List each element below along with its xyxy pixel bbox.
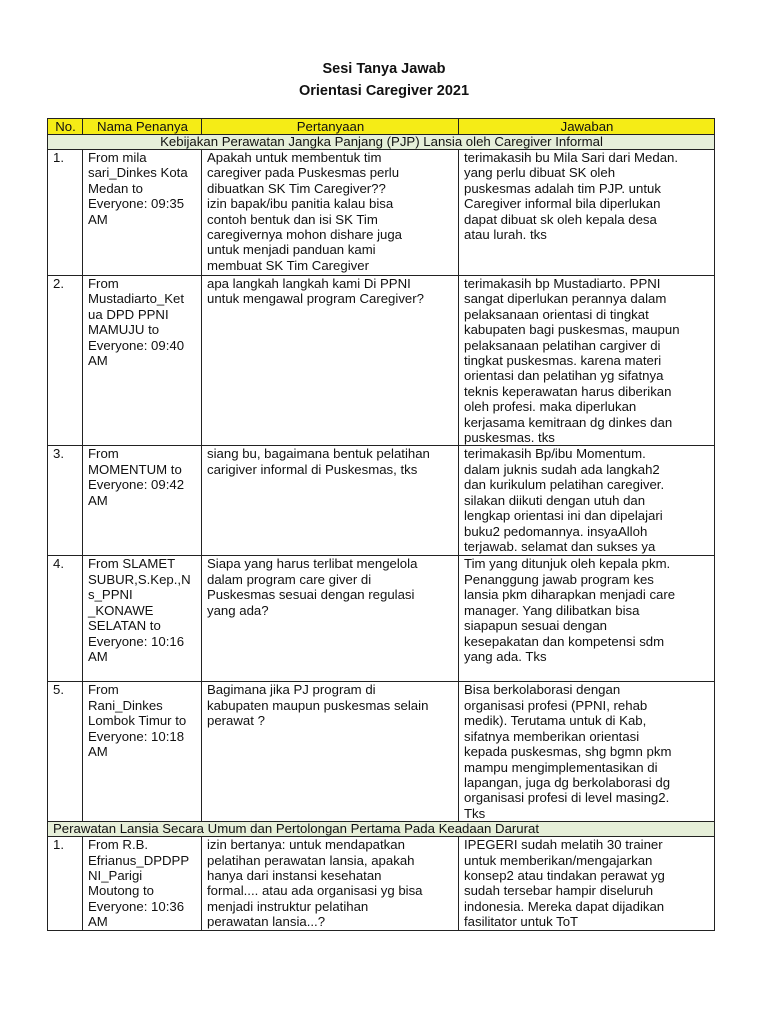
row-number: 1. bbox=[48, 837, 83, 931]
asker-name-line: From bbox=[88, 276, 119, 291]
asker-name-line: AM bbox=[88, 914, 108, 930]
answer-text-line: yang ada. Tks bbox=[464, 648, 547, 664]
answer-text-line: lapangan, juga dg berkolaborasi dg bbox=[464, 774, 671, 790]
asker-name-line: s_PPNI bbox=[88, 587, 133, 603]
question-text-line: perawatan lansia...? bbox=[207, 914, 326, 930]
question-text-line: dibuatkan SK Tim Caregiver?? bbox=[207, 180, 386, 196]
answer-text bbox=[459, 446, 715, 556]
asker-name-line: Rani_Dinkes bbox=[88, 697, 163, 713]
question-text bbox=[202, 556, 459, 682]
asker-name-line: Everyone: 09:42 bbox=[88, 477, 185, 493]
question-text-line: Siapa yang harus terlibat mengelola bbox=[207, 556, 418, 572]
answer-text-line: silakan diikuti dengan utuh dan bbox=[464, 492, 646, 508]
answer-text bbox=[459, 682, 715, 822]
asker-name-line: SUBUR,S.Kep.,N bbox=[88, 571, 191, 587]
answer-text-line: Penanggung jawab program kes bbox=[464, 571, 654, 587]
answer-text-line: organisasi profesi (PPNI, rehab bbox=[464, 697, 648, 713]
section-title: Perawatan Lansia Secara Umum dan Pertolongan Pertama Pada Keadaan Darurat bbox=[48, 822, 715, 837]
answer-text-line: tingkat puskesmas. karena materi bbox=[464, 353, 662, 369]
table-row bbox=[48, 446, 715, 556]
answer-text-line: sudah tersebar hampir diseluruh bbox=[464, 883, 654, 899]
asker-name bbox=[83, 150, 202, 276]
question-text-line: izin bapak/ibu panitia kalau bisa bbox=[207, 196, 394, 212]
answer-text-line: sifatnya memberikan orientasi bbox=[464, 728, 640, 744]
answer-text-line: manager. Yang dilibatkan bisa bbox=[464, 602, 640, 618]
answer-text-line: Tim yang ditunjuk oleh kepala pkm. bbox=[464, 556, 671, 572]
answer-text-line: kesepakatan dan kompetensi sdm bbox=[464, 633, 665, 649]
answer-text-line: teknis keperawatan harus diberikan bbox=[464, 383, 672, 399]
asker-name-line: Everyone: 10:36 bbox=[88, 898, 185, 914]
question-text-line: untuk menjadi panduan kami bbox=[207, 242, 376, 258]
answer-text-line: pelaksanaan orientasi di tingkat bbox=[464, 306, 649, 322]
question-text-line: menjadi instruktur pelatihan bbox=[207, 898, 369, 914]
answer-text-line: orientasi dan pelatihan yg sifatnya bbox=[464, 368, 664, 384]
answer-text-line: puskesmas adalah tim PJP. untuk bbox=[464, 180, 661, 196]
question-text-line: contoh bentuk dan isi SK Tim bbox=[207, 211, 378, 227]
answer-text-line: buku2 pedomannya. insyaAlloh bbox=[464, 523, 648, 539]
question-text-line: caregiver pada Puskesmas perlu bbox=[207, 165, 400, 181]
row-number: 1. bbox=[48, 150, 83, 276]
question-text-line: formal.... atau ada organisasi yg bisa bbox=[207, 883, 423, 899]
question-text-line: caregivernya mohon dishare juga bbox=[207, 227, 402, 243]
question-text-line: carigiver informal di Puskesmas, tks bbox=[207, 461, 418, 477]
asker-name-line: From mila bbox=[88, 150, 147, 165]
asker-name-line: Everyone: 10:18 bbox=[88, 728, 185, 744]
answer-text-line: kabupaten bagi puskesmas, maupun bbox=[464, 322, 680, 338]
question-text-line: Apakah untuk membentuk tim bbox=[207, 150, 382, 165]
answer-text-line: medik). Terutama untuk di Kab, bbox=[464, 713, 647, 729]
qa-table-body bbox=[48, 135, 715, 931]
asker-name bbox=[83, 276, 202, 446]
answer-text-line: terjawab. selamat dan sukses ya bbox=[464, 538, 656, 554]
answer-text-line: dalam juknis sudah ada langkah2 bbox=[464, 461, 660, 477]
header-asker: Nama Penanya bbox=[83, 119, 202, 135]
answer-text bbox=[459, 837, 715, 931]
question-text bbox=[202, 276, 459, 446]
answer-text-line: fasilitator untuk ToT bbox=[464, 914, 579, 930]
answer-text-line: sangat diperlukan perannya dalam bbox=[464, 291, 667, 307]
section-title: Kebijakan Perawatan Jangka Panjang (PJP) Lansia oleh Caregiver Informal bbox=[48, 135, 715, 150]
question-text bbox=[202, 446, 459, 556]
asker-name-line: SELATAN to bbox=[88, 618, 161, 634]
table-row bbox=[48, 276, 715, 446]
asker-name bbox=[83, 446, 202, 556]
question-text-line: membuat SK Tim Caregiver bbox=[207, 257, 369, 273]
question-text-line: hanya dari instansi kesehatan bbox=[207, 867, 382, 883]
asker-name-line: Lombok Timur to bbox=[88, 713, 187, 729]
answer-text-line: Tks bbox=[464, 805, 486, 821]
answer-text-line: atau lurah. tks bbox=[464, 227, 547, 243]
answer-text-line: pelaksanaan pelatihan cargiver di bbox=[464, 337, 661, 353]
asker-name-line: AM bbox=[88, 492, 108, 508]
question-text-line: Puskesmas sesuai dengan regulasi bbox=[207, 587, 415, 603]
asker-name-line: NI_Parigi bbox=[88, 867, 143, 883]
answer-text-line: puskesmas. tks bbox=[464, 430, 555, 446]
answer-text-line: mampu mengimplementasikan di bbox=[464, 759, 658, 775]
asker-name-line: From bbox=[88, 446, 119, 462]
asker-name-line: Moutong to bbox=[88, 883, 154, 899]
header-answer: Jawaban bbox=[459, 119, 715, 135]
answer-text-line: indonesia. Mereka dapat dijadikan bbox=[464, 898, 665, 914]
table-row bbox=[48, 837, 715, 931]
table-row bbox=[48, 682, 715, 822]
asker-name-line: AM bbox=[88, 648, 108, 664]
answer-text-line: lengkap orientasi ini dan dipelajari bbox=[464, 508, 663, 524]
answer-text-line: konsep2 atau tindakan perawat yg bbox=[464, 867, 665, 883]
row-number: 4. bbox=[48, 556, 83, 682]
answer-text-line: terimakasih bp Mustadiarto. PPNI bbox=[464, 276, 661, 291]
section-row bbox=[48, 135, 715, 150]
asker-name bbox=[83, 682, 202, 822]
asker-name-line: _KONAWE bbox=[88, 602, 154, 618]
answer-text-line: Bisa berkolaborasi dengan bbox=[464, 682, 621, 698]
question-text bbox=[202, 150, 459, 276]
answer-text-line: untuk memberikan/mengajarkan bbox=[464, 852, 653, 868]
answer-text-line: dan kurikulum pelatihan caregiver. bbox=[464, 477, 665, 493]
question-text-line: perawat ? bbox=[207, 713, 265, 729]
answer-text-line: Caregiver informal bila diperlukan bbox=[464, 196, 661, 212]
answer-text-line: kerjasama kemitraan dg dinkes dan bbox=[464, 414, 673, 430]
answer-text-line: siapapun sesuai dengan bbox=[464, 618, 607, 634]
table-row bbox=[48, 556, 715, 682]
asker-name-line: Everyone: 09:35 bbox=[88, 196, 185, 212]
document-title: Sesi Tanya Jawab bbox=[322, 61, 446, 77]
asker-name-line: Mustadiarto_Ket bbox=[88, 291, 185, 307]
table-row bbox=[48, 150, 715, 276]
question-text bbox=[202, 682, 459, 822]
answer-text bbox=[459, 276, 715, 446]
row-number: 3. bbox=[48, 446, 83, 556]
answer-text-line: lansia pkm diharapkan menjadi care bbox=[464, 587, 676, 603]
asker-name-line: From bbox=[88, 682, 119, 698]
question-text-line: izin bertanya: untuk mendapatkan bbox=[207, 837, 405, 853]
header-question: Pertanyaan bbox=[202, 119, 459, 135]
answer-text-line: dapat dibuat sk oleh kepala desa bbox=[464, 211, 657, 227]
asker-name-line: sari_Dinkes Kota bbox=[88, 165, 188, 181]
question-text-line: apa langkah langkah kami Di PPNI bbox=[207, 276, 411, 291]
question-text bbox=[202, 837, 459, 931]
answer-text bbox=[459, 150, 715, 276]
answer-text-line: terimakasih bu Mila Sari dari Medan. bbox=[464, 150, 679, 165]
asker-name-line: From SLAMET bbox=[88, 556, 176, 572]
asker-name-line: MOMENTUM to bbox=[88, 461, 182, 477]
asker-name-line: MAMUJU to bbox=[88, 322, 160, 338]
question-text-line: dalam program care giver di bbox=[207, 571, 372, 587]
asker-name-line: Everyone: 10:16 bbox=[88, 633, 185, 649]
answer-text-line: terimakasih Bp/ibu Momentum. bbox=[464, 446, 646, 462]
answer-text bbox=[459, 556, 715, 682]
qa-table bbox=[47, 118, 715, 931]
document-heading bbox=[0, 58, 768, 102]
asker-name-line: ua DPD PPNI bbox=[88, 306, 169, 322]
asker-name-line: AM bbox=[88, 211, 108, 227]
question-text-line: pelatihan perawatan lansia, apakah bbox=[207, 852, 415, 868]
row-number: 2. bbox=[48, 276, 83, 446]
answer-text-line: organisasi profesi di level masing2. bbox=[464, 790, 670, 806]
answer-text-line: kepada puskesmas, shg bgmn pkm bbox=[464, 744, 672, 760]
section-row bbox=[48, 822, 715, 837]
header-no: No. bbox=[48, 119, 83, 135]
answer-text-line: IPEGERI sudah melatih 30 trainer bbox=[464, 837, 663, 853]
document-subtitle: Orientasi Caregiver 2021 bbox=[298, 83, 470, 99]
question-text-line: siang bu, bagaimana bentuk pelatihan bbox=[207, 446, 430, 462]
asker-name-line: Medan to bbox=[88, 180, 143, 196]
asker-name bbox=[83, 556, 202, 682]
asker-name bbox=[83, 837, 202, 931]
answer-text-line: yang perlu dibuat SK oleh bbox=[464, 165, 616, 181]
question-text-line: yang ada? bbox=[207, 602, 269, 618]
row-number: 5. bbox=[48, 682, 83, 822]
asker-name-line: AM bbox=[88, 744, 108, 760]
asker-name-line: From R.B. bbox=[88, 837, 149, 853]
asker-name-line: Efrianus_DPDPP bbox=[88, 852, 190, 868]
answer-text-line: oleh profesi. maka diperlukan bbox=[464, 399, 637, 415]
asker-name-line: Everyone: 09:40 bbox=[88, 337, 185, 353]
question-text-line: Bagimana jika PJ program di bbox=[207, 682, 376, 698]
asker-name-line: AM bbox=[88, 353, 108, 369]
question-text-line: untuk mengawal program Caregiver? bbox=[207, 291, 424, 307]
question-text-line: kabupaten maupun puskesmas selain bbox=[207, 697, 429, 713]
table-header-row bbox=[48, 119, 715, 135]
